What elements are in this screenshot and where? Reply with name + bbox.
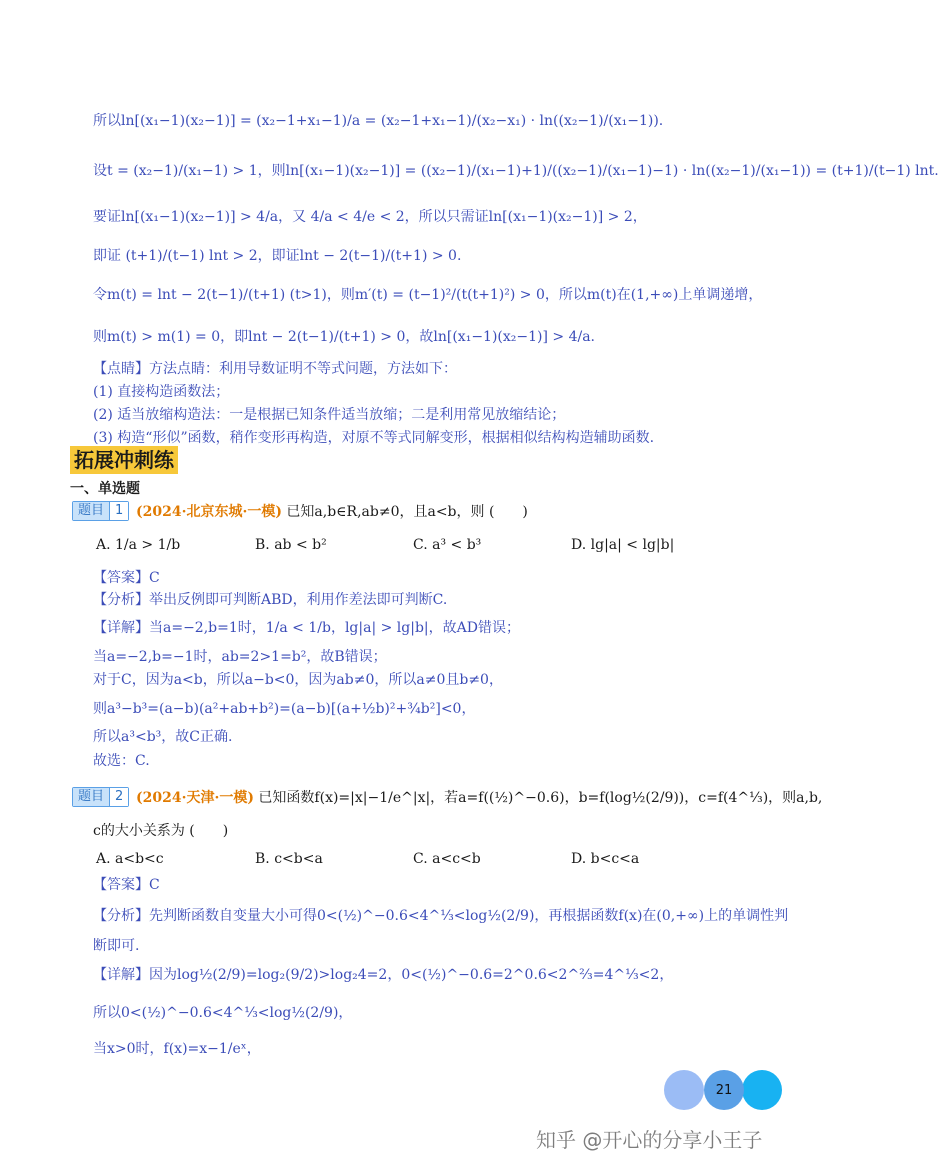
- proof-line-4: 即证 (t+1)/(t−1) lnt > 2，即证lnt − 2(t−1)/(t+1) > 0.: [93, 248, 462, 264]
- tip-item-3: (3) 构造“形似”函数，稍作变形再构造，对原不等式同解变形，根据相似结构构造辅助函数.: [93, 430, 655, 446]
- circle-decoration: [664, 1070, 704, 1110]
- proof-line-6: 则m(t) > m(1) = 0，即lnt − 2(t−1)/(t+1) > 0，故ln[(x₁−1)(x₂−1)] > 4/a.: [93, 329, 595, 345]
- answer: 【答案】C: [93, 877, 160, 893]
- answer: 【答案】C: [93, 570, 160, 586]
- question-2-header: [136, 789, 822, 807]
- circle-decoration: [742, 1070, 782, 1110]
- proof-line-2: 设t = (x₂−1)/(x₁−1) > 1，则ln[(x₁−1)(x₂−1)] = ((x₂−1)/(x₁−1)+1)/((x₂−1)/(x₁−1)−1) · ln((x₂−1)/(x₁−1)) = (t+1)/(t−1) lnt.: [93, 163, 939, 179]
- question-stem-cont: c的大小关系为 ( ): [93, 823, 229, 839]
- detail-line: 则a³−b³=(a−b)(a²+ab+b²)=(a−b)[(a+½b)²+¾b²]<0，: [93, 701, 476, 717]
- question-number: 2: [109, 788, 128, 806]
- detail-line: 当a=−2,b=−1时，ab=2>1=b²，故B错误；: [93, 649, 387, 665]
- question-number: 1: [109, 502, 128, 520]
- page-number: 21: [704, 1070, 744, 1110]
- option-b: B. c<b<a: [255, 851, 323, 867]
- detail-line: 所以0<(½)^−0.6<4^⅓<log½(2/9)，: [93, 1005, 353, 1021]
- question-label: 题目: [73, 502, 109, 520]
- section-title: 拓展冲刺练: [70, 446, 178, 474]
- detail-line: 【详解】因为log½(2/9)=log₂(9/2)>log₂4=2，0<(½)^−0.6=2^0.6<2^⅔=4^⅓<2，: [93, 967, 674, 983]
- tip-item-1: (1) 直接构造函数法；: [93, 384, 230, 400]
- question-label: 题目: [73, 788, 109, 806]
- question-source: (2024·北京东城·一模): [136, 504, 282, 520]
- option-a: A. a<b<c: [96, 851, 164, 867]
- detail-line: 当x>0时，f(x)=x−1/eˣ，: [93, 1041, 261, 1057]
- option-a: A. 1/a > 1/b: [96, 537, 181, 553]
- analysis: 【分析】举出反例即可判断ABD，利用作差法即可判断C.: [93, 592, 448, 608]
- detail-line: 所以a³<b³，故C正确.: [93, 729, 233, 745]
- proof-line-3: 要证ln[(x₁−1)(x₂−1)] > 4/a，又 4/a < 4/e < 2，所以只需证ln[(x₁−1)(x₂−1)] > 2，: [93, 209, 647, 225]
- option-d: D. b<c<a: [571, 851, 640, 867]
- detail-line: 故选：C.: [93, 753, 150, 769]
- question-stem: 已知a,b∈R,ab≠0，且a<b，则 ( ): [286, 504, 528, 520]
- option-c: C. a<c<b: [413, 851, 481, 867]
- watermark: 知乎 @开心的分享小王子: [536, 1128, 763, 1152]
- tip-item-2: (2) 适当放缩构造法：一是根据已知条件适当放缩；二是利用常见放缩结论；: [93, 407, 566, 423]
- question-badge-2: [72, 787, 129, 807]
- proof-line-1: 所以ln[(x₁−1)(x₂−1)] = (x₂−1+x₁−1)/a = (x₂−1+x₁−1)/(x₂−x₁) · ln((x₂−1)/(x₁−1)).: [93, 113, 664, 129]
- analysis-cont: 断即可.: [93, 938, 140, 954]
- question-1-header: [136, 503, 528, 521]
- option-b: B. ab < b²: [255, 537, 327, 553]
- detail-line: 【详解】当a=−2,b=1时，1/a < 1/b，lg|a| > lg|b|，故AD错误；: [93, 620, 520, 636]
- question-stem: 已知函数f(x)=|x|−1/e^|x|，若a=f((½)^−0.6)，b=f(log½(2/9))，c=f(4^⅓)，则a,b,: [258, 790, 823, 806]
- tips-head: 【点睛】方法点睛：利用导数证明不等式问题，方法如下：: [93, 361, 457, 377]
- page-number-decoration: [664, 1070, 784, 1110]
- detail-line: 对于C，因为a<b，所以a−b<0，因为ab≠0，所以a≠0且b≠0，: [93, 672, 503, 688]
- question-badge-1: [72, 501, 129, 521]
- proof-line-5: 令m(t) = lnt − 2(t−1)/(t+1) (t>1)，则m′(t) = (t−1)²/(t(t+1)²) > 0，所以m(t)在(1,+∞)上单调递增，: [93, 287, 763, 303]
- option-d: D. lg|a| < lg|b|: [571, 537, 675, 553]
- option-c: C. a³ < b³: [413, 537, 482, 553]
- analysis: 【分析】先判断函数自变量大小可得0<(½)^−0.6<4^⅓<log½(2/9)，再根据函数f(x)在(0,+∞)上的单调性判: [93, 908, 789, 924]
- section-heading: 一、单选题: [70, 481, 140, 497]
- question-source: (2024·天津·一模): [136, 790, 254, 806]
